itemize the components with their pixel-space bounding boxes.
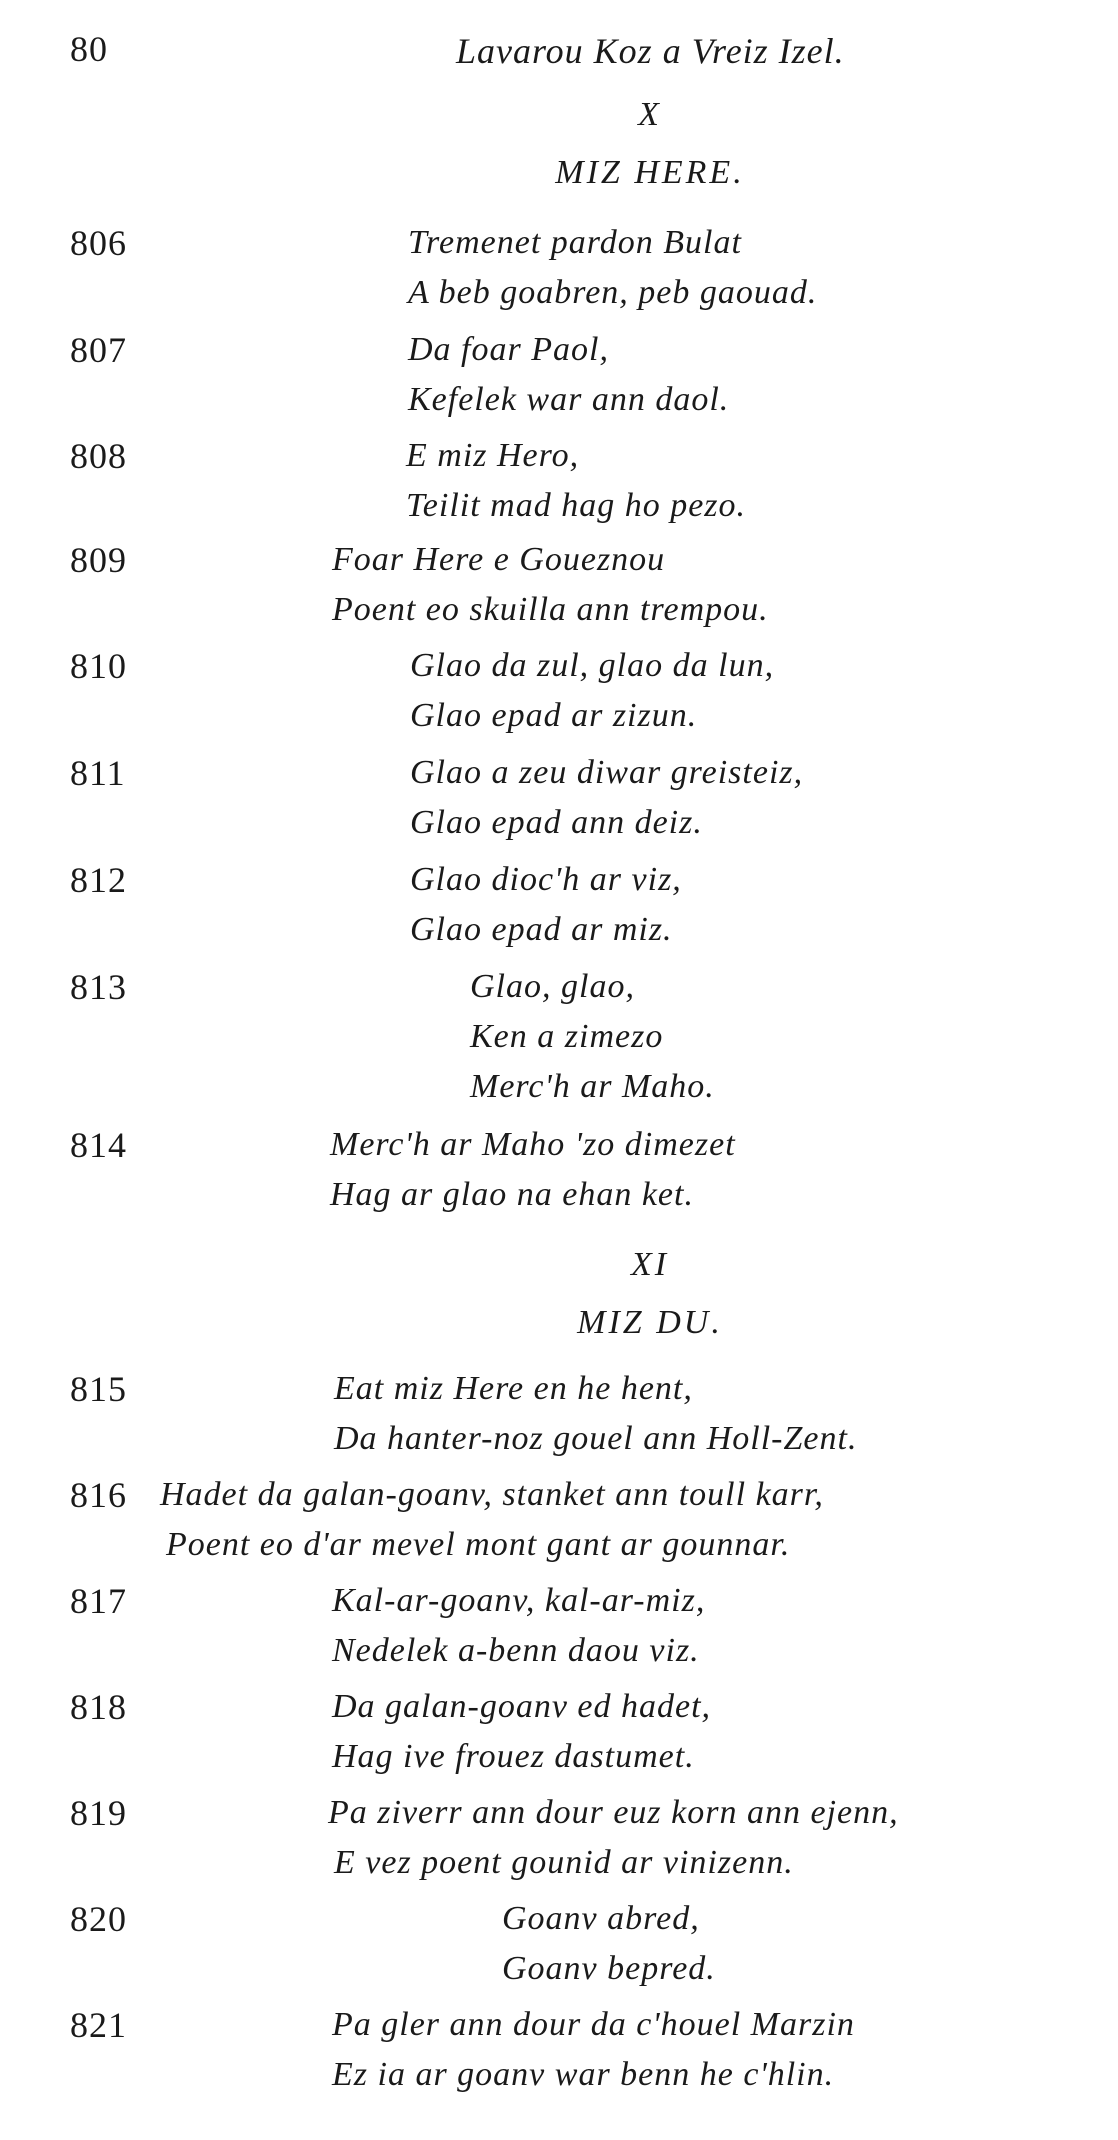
proverb-line: Glao epad ar zizun. xyxy=(410,697,698,734)
proverb-line: Poent eo d'ar mevel mont gant ar gounnar. xyxy=(166,1526,791,1563)
proverb-line: Glao epad ar miz. xyxy=(410,911,673,948)
proverb-line: Merc'h ar Maho. xyxy=(470,1068,715,1105)
proverb-number: 821 xyxy=(70,2005,127,2045)
proverb-line: Glao a zeu diwar greisteiz, xyxy=(410,754,804,791)
proverb-text xyxy=(410,641,774,741)
proverb-line: Glao, glao, xyxy=(470,968,635,1005)
proverb-number: 812 xyxy=(70,860,127,900)
proverb-line: Da hanter-noz gouel ann Holl-Zent. xyxy=(334,1420,858,1457)
proverb-line: Glao da zul, glao da lun, xyxy=(410,647,775,684)
page-number: 80 xyxy=(70,29,108,69)
proverb-number: 806 xyxy=(70,223,127,263)
proverb-text xyxy=(332,1576,705,1676)
proverb-line: Glao dioc'h ar viz, xyxy=(410,861,682,898)
proverb-line: Glao epad ann deiz. xyxy=(410,804,703,841)
proverb-line: E vez poent gounid ar vinizenn. xyxy=(334,1844,794,1881)
proverb-number: 808 xyxy=(70,436,127,476)
proverb-number: 811 xyxy=(70,753,126,793)
proverb-line: E miz Hero, xyxy=(406,437,580,474)
section-title: MIZ DU. xyxy=(577,1304,723,1341)
proverb-text xyxy=(410,748,803,848)
running-title: Lavarou Koz a Vreiz Izel. xyxy=(456,31,845,71)
proverb-text xyxy=(334,1364,857,1464)
proverb-number: 818 xyxy=(70,1687,127,1727)
proverb-number: 807 xyxy=(70,330,127,370)
proverb-line: Pa gler ann dour da c'houel Marzin xyxy=(332,2006,855,2043)
section-title: MIZ HERE. xyxy=(555,154,745,191)
proverb-number: 810 xyxy=(70,646,127,686)
proverb-text xyxy=(330,1120,736,1220)
proverb-text xyxy=(408,325,729,425)
proverb-text xyxy=(332,2000,855,2100)
proverb-line: Hag ar glao na ehan ket. xyxy=(330,1176,694,1213)
proverb-number: 819 xyxy=(70,1793,127,1833)
proverb-number: 816 xyxy=(70,1475,127,1515)
proverb-text xyxy=(408,218,817,318)
proverb-line: Tremenet pardon Bulat xyxy=(408,224,742,261)
proverb-line: Poent eo skuilla ann trempou. xyxy=(332,591,769,628)
proverb-text xyxy=(332,1682,711,1782)
proverb-line: Kefelek war ann daol. xyxy=(408,381,730,418)
proverb-line: Eat miz Here en he hent, xyxy=(334,1370,693,1407)
proverb-number: 820 xyxy=(70,1899,127,1939)
proverb-line: Nedelek a-benn daou viz. xyxy=(332,1632,700,1669)
proverb-line: Kal-ar-goanv, kal-ar-miz, xyxy=(332,1582,706,1619)
proverb-line: Hadet da galan-goanv, stanket ann toull karr, xyxy=(160,1476,824,1513)
proverb-text xyxy=(160,1470,824,1570)
proverb-line: Da galan-goanv ed hadet, xyxy=(332,1688,712,1725)
proverb-line: Teilit mad hag ho pezo. xyxy=(406,487,747,524)
running-head xyxy=(0,28,1118,88)
proverb-line: Pa ziverr ann dour euz korn ann ejenn, xyxy=(328,1794,899,1831)
proverb-line: Da foar Paol, xyxy=(408,331,609,368)
proverb-text xyxy=(502,1894,716,1994)
proverb-line: Ken a zimezo xyxy=(470,1018,664,1055)
proverb-line: Hag ive frouez dastumet. xyxy=(332,1738,695,1775)
proverb-number: 809 xyxy=(70,540,127,580)
section-numeral: X xyxy=(638,96,662,133)
proverb-line: Ez ia ar goanv war benn he c'hlin. xyxy=(332,2056,835,2093)
section-numeral: XI xyxy=(630,1246,670,1283)
proverb-number: 817 xyxy=(70,1581,127,1621)
proverb-number: 814 xyxy=(70,1125,127,1165)
proverb-number: 815 xyxy=(70,1369,127,1409)
proverb-text xyxy=(406,431,746,531)
proverb-text xyxy=(328,1788,899,1888)
proverb-number: 813 xyxy=(70,967,127,1007)
proverb-text xyxy=(332,535,769,635)
proverb-line: Goanv abred, xyxy=(502,1900,700,1937)
proverb-line: Foar Here e Goueznou xyxy=(332,541,666,578)
proverb-line: Goanv bepred. xyxy=(502,1950,716,1987)
proverb-text xyxy=(470,962,715,1112)
proverb-line: A beb goabren, peb gaouad. xyxy=(408,274,818,311)
proverb-text xyxy=(410,855,682,955)
proverb-line: Merc'h ar Maho 'zo dimezet xyxy=(330,1126,736,1163)
